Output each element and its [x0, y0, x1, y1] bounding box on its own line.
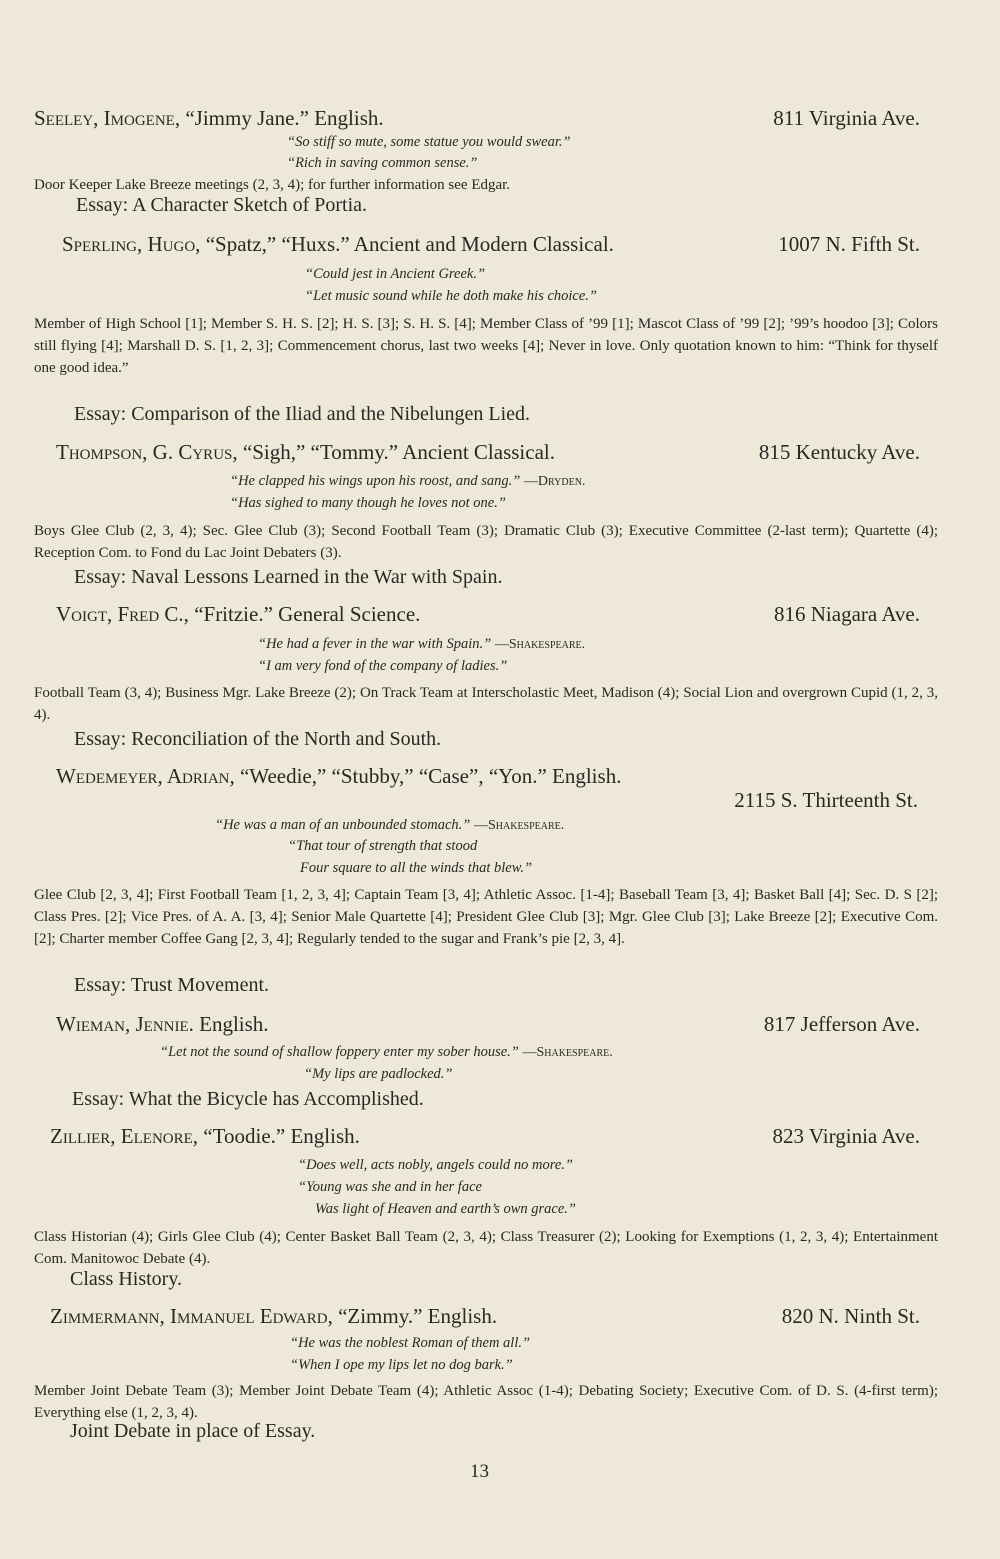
- quote-line: “That tour of strength that stood: [288, 838, 478, 854]
- nickname-course: “Jimmy Jane.” English.: [180, 106, 384, 130]
- quote-line: [215, 817, 564, 834]
- quote-line: “Could jest in Ancient Greek.”: [305, 266, 486, 282]
- quote-line: “Let music sound while he doth make his choice.”: [305, 288, 597, 304]
- quote-text: “He clapped his wings upon his roost, and sang.”: [230, 473, 521, 489]
- nickname-course: “Zimmy.” English.: [332, 1304, 498, 1328]
- activities-text: Member of High School [1]; Member S. H. S. [2]; H. S. [3]; S. H. S. [4]; Member Class of ’99 [1]; Mascot Class of ’99 [2]; ’99’s hoodoo [3]; Colors still flying [4]; Marshall D. S. [1, 2, 3]; Commencement chorus, last two weeks [4]; Never in love. Only quotation known to him: “Think for thyself one good idea.”: [34, 316, 938, 376]
- address: 816 Niagara Ave.: [774, 602, 920, 626]
- entry-heading: [56, 1012, 920, 1037]
- quote-line: “I am very fond of the company of ladies.”: [258, 658, 508, 674]
- quote-text: “He was a man of an unbounded stomach.”: [215, 817, 471, 833]
- address: 820 N. Ninth St.: [781, 1304, 920, 1328]
- quote-line: Was light of Heaven and earth’s own grace.”: [315, 1201, 576, 1217]
- quote-line: “Young was she and in her face: [298, 1179, 482, 1195]
- address: 1007 N. Fifth St.: [778, 232, 920, 256]
- nickname-course: “Toodie.” English.: [198, 1124, 360, 1148]
- student-name: Seeley, Imogene,: [34, 106, 181, 130]
- quote-line: [230, 473, 585, 490]
- essay-title: Class History.: [70, 1268, 183, 1290]
- entry-heading: [50, 1304, 920, 1329]
- quote-line: “Has sighed to many though he loves not one.”: [230, 495, 506, 511]
- quote-source: —Shakespeare.: [494, 637, 586, 652]
- entry-heading: [56, 440, 920, 465]
- nickname-course: “Spatz,” “Huxs.” Ancient and Modern Classical.: [200, 232, 614, 256]
- entry-heading: [62, 232, 920, 257]
- quote-source: —Dryden.: [523, 474, 586, 489]
- entry-heading: [34, 106, 920, 131]
- activities-text: Glee Club [2, 3, 4]; First Football Team [1, 2, 3, 4]; Captain Team [3, 4]; Athletic Assoc. [1-4]; Baseball Team [3, 4]; Basket Ball [4]; Sec. D. S [2]; Class Pres. [2]; Vice Pres. of A. A. [3, 4]; Senior Male Quartette [4]; President Glee Club [3]; Mgr. Glee Club [3]; Lake Breeze [2]; Executive Com. [2]; Charter member Coffee Gang [2, 3, 4]; Regularly tended to the sugar and Frank’s pie [2, 3, 4].: [34, 887, 938, 947]
- quote-line: “So stiff so mute, some statue you would swear.”: [287, 134, 571, 150]
- quote-line: [160, 1044, 613, 1061]
- nickname-course: “Sigh,” “Tommy.” Ancient Classical.: [237, 440, 555, 464]
- quote-line: [258, 636, 585, 653]
- entry-heading: [56, 602, 920, 627]
- student-name: Thompson, G. Cyrus,: [56, 440, 238, 464]
- activities-text: Boys Glee Club (2, 3, 4); Sec. Glee Club (3); Second Football Team (3); Dramatic Club (3); Executive Committee (2-last term); Quartette (4); Reception Com. to Fond du Lac Joint Debaters (3).: [34, 523, 938, 561]
- quote-source: —Shakespeare.: [474, 818, 565, 833]
- quote-line: “Does well, acts nobly, angels could no more.”: [298, 1157, 573, 1173]
- activities-text: Door Keeper Lake Breeze meetings (2, 3, 4); for further information see Edgar.: [34, 177, 511, 193]
- address: 2115 S. Thirteenth St.: [734, 788, 918, 812]
- nickname-course: English.: [193, 1012, 269, 1036]
- essay-title: Essay: Reconciliation of the North and South.: [74, 728, 442, 750]
- address: 815 Kentucky Ave.: [758, 440, 920, 464]
- entry-heading: [56, 764, 621, 789]
- student-name: Zillier, Elenore,: [50, 1124, 199, 1148]
- student-name: Wieman, Jennie.: [56, 1012, 194, 1036]
- quote-line: “When I ope my lips let no dog bark.”: [290, 1357, 513, 1373]
- essay-title: Joint Debate in place of Essay.: [70, 1420, 316, 1442]
- nickname-course: “Weedie,” “Stubby,” “Case”, “Yon.” English.: [234, 764, 622, 788]
- quote-text: “Let not the sound of shallow foppery enter my sober house.”: [160, 1044, 519, 1060]
- essay-title: Essay: A Character Sketch of Portia.: [76, 194, 368, 216]
- essay-title: Essay: Comparison of the Iliad and the Nibelungen Lied.: [74, 403, 531, 425]
- student-name: Voigt, Fred C.,: [56, 602, 189, 626]
- address: 811 Virginia Ave.: [773, 106, 920, 130]
- address: 817 Jefferson Ave.: [763, 1012, 920, 1036]
- quote-source: —Shakespeare.: [522, 1045, 613, 1060]
- quote-line: “Rich in saving common sense.”: [287, 155, 478, 171]
- essay-title: Essay: Naval Lessons Learned in the War with Spain.: [74, 566, 503, 588]
- nickname-course: “Fritzie.” General Science.: [188, 602, 421, 626]
- address: 823 Virginia Ave.: [772, 1124, 920, 1148]
- essay-title: Essay: Trust Movement.: [74, 974, 270, 996]
- student-name: Sperling, Hugo,: [62, 232, 201, 256]
- quote-line: “My lips are padlocked.”: [304, 1066, 453, 1082]
- essay-title: Essay: What the Bicycle has Accomplished.: [72, 1088, 424, 1110]
- activities-text: Member Joint Debate Team (3); Member Joint Debate Team (4); Athletic Assoc (1-4); Debating Society; Executive Com. of D. S. (4-first term); Everything else (1, 2, 3, 4).: [34, 1383, 938, 1421]
- entry-heading: [50, 1124, 920, 1149]
- quote-line: Four square to all the winds that blew.”: [300, 860, 533, 876]
- activities-text: Football Team (3, 4); Business Mgr. Lake Breeze (2); On Track Team at Interscholastic Meet, Madison (4); Social Lion and overgrown Cupid (1, 2, 3, 4).: [34, 685, 938, 723]
- student-name: Zimmermann, Immanuel Edward,: [50, 1304, 333, 1328]
- quote-line: “He was the noblest Roman of them all.”: [290, 1335, 531, 1351]
- page-number: 13: [470, 1461, 489, 1482]
- activities-text: Class Historian (4); Girls Glee Club (4); Center Basket Ball Team (2, 3, 4); Class Treasurer (2); Looking for Exemptions (1, 2, 3, 4); Entertainment Com. Manitowoc Debate (4).: [34, 1229, 938, 1267]
- quote-text: “He had a fever in the war with Spain.”: [258, 636, 492, 652]
- student-name: Wedemeyer, Adrian,: [56, 764, 235, 788]
